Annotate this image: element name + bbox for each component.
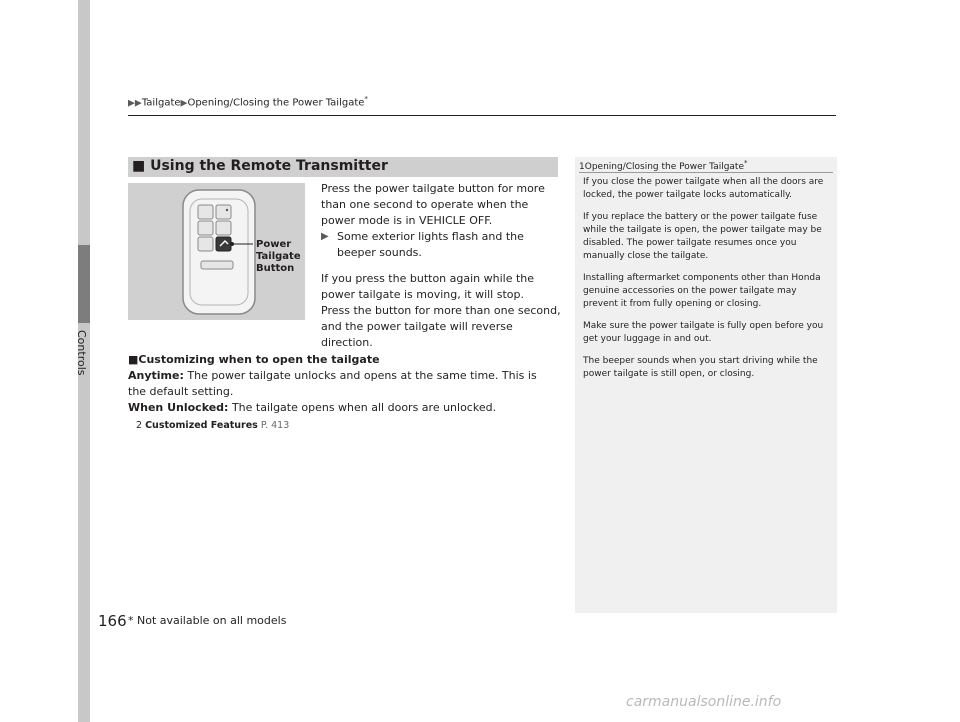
chapter-sidebar-active <box>78 245 90 323</box>
breadcrumb-asterisk: * <box>364 95 368 103</box>
chapter-label: Controls <box>75 330 88 376</box>
anytime-text: The power tailgate unlocks and opens at the same time. This is the default setting. <box>128 369 537 398</box>
note-panel-header <box>579 159 748 172</box>
note-title: Opening/Closing the Power Tailgate <box>584 162 745 172</box>
note-item: If you close the power tailgate when all the doors are locked, the power tailgate locks automatically. <box>583 177 824 200</box>
remote-transmitter-figure <box>128 183 305 320</box>
instruction-p2: If you press the button again while the power tailgate is moving, it will stop. <box>321 272 535 301</box>
callout-power: Power <box>256 239 292 250</box>
note-item: The beeper sounds when you start driving while the power tailgate is still open, or closing. <box>583 356 818 379</box>
customize-heading <box>128 352 558 368</box>
remote-transmitter-illustration <box>128 183 305 320</box>
footnote: * Not available on all models <box>128 614 287 627</box>
unlocked-text: The tailgate opens when all doors are unlocked. <box>228 401 497 414</box>
breadcrumb-tailgate[interactable]: Tailgate <box>141 97 181 109</box>
breadcrumb-opening-closing[interactable]: Opening/Closing the Power Tailgate <box>187 97 365 109</box>
page-number: 166 <box>98 612 127 630</box>
note-asterisk: * <box>744 159 748 167</box>
customize-section <box>128 352 558 434</box>
note-header-rule <box>579 172 833 173</box>
section-title <box>132 158 388 174</box>
instruction-sub-text: Some exterior lights flash and the beeper sounds. <box>337 230 524 259</box>
note-item: Make sure the power tailgate is fully open before you get your luggage in and out. <box>583 321 824 344</box>
customize-heading-text: Customizing when to open the tailgate <box>138 353 380 366</box>
cross-reference[interactable] <box>128 418 558 434</box>
instruction-p1: Press the power tailgate button for more than one second to operate when the power mode is in VEHICLE OFF. <box>321 182 545 227</box>
unlocked-label: When Unlocked: <box>128 401 229 414</box>
paragraph-gap <box>321 261 561 271</box>
note-icon: 1 <box>579 162 585 172</box>
header-rule <box>128 115 836 116</box>
customize-marker-icon: ■ <box>128 353 139 366</box>
instruction-p3: Press the button for more than one second, and the power tailgate will reverse direction. <box>321 304 561 349</box>
instruction-sub <box>321 229 561 261</box>
note-panel <box>575 157 837 613</box>
anytime-label: Anytime: <box>128 369 184 382</box>
note-list <box>583 176 833 390</box>
unlocked-paragraph <box>128 400 558 416</box>
section-header <box>128 157 558 177</box>
callout-button: Button <box>256 263 295 274</box>
section-marker-icon: ■ <box>132 158 146 174</box>
watermark: carmanualsonline.info <box>626 694 782 710</box>
breadcrumb <box>128 95 368 108</box>
breadcrumb-sep-icon: ▶ <box>180 98 188 109</box>
reference-icon: 2 <box>136 420 143 431</box>
anytime-paragraph <box>128 368 558 400</box>
sub-arrow-icon: ▶ <box>321 231 329 242</box>
section-title-text: Using the Remote Transmitter <box>150 158 388 174</box>
instructions <box>321 181 561 351</box>
callout-tailgate: Tailgate <box>256 251 301 262</box>
note-item: Installing aftermarket components other than Honda genuine accessories on the power tailgate may prevent it from fully opening or closing. <box>583 273 821 309</box>
breadcrumb-arrow-icon: ▶▶ <box>128 98 142 109</box>
reference-label[interactable]: Customized Features <box>145 420 258 431</box>
note-item: If you replace the battery or the power tailgate fuse while the tailgate is open, the power tailgate may be disabled. The power tailgate resumes once you manually close the tailgate. <box>583 212 822 261</box>
reference-page[interactable]: P. 413 <box>257 420 290 431</box>
